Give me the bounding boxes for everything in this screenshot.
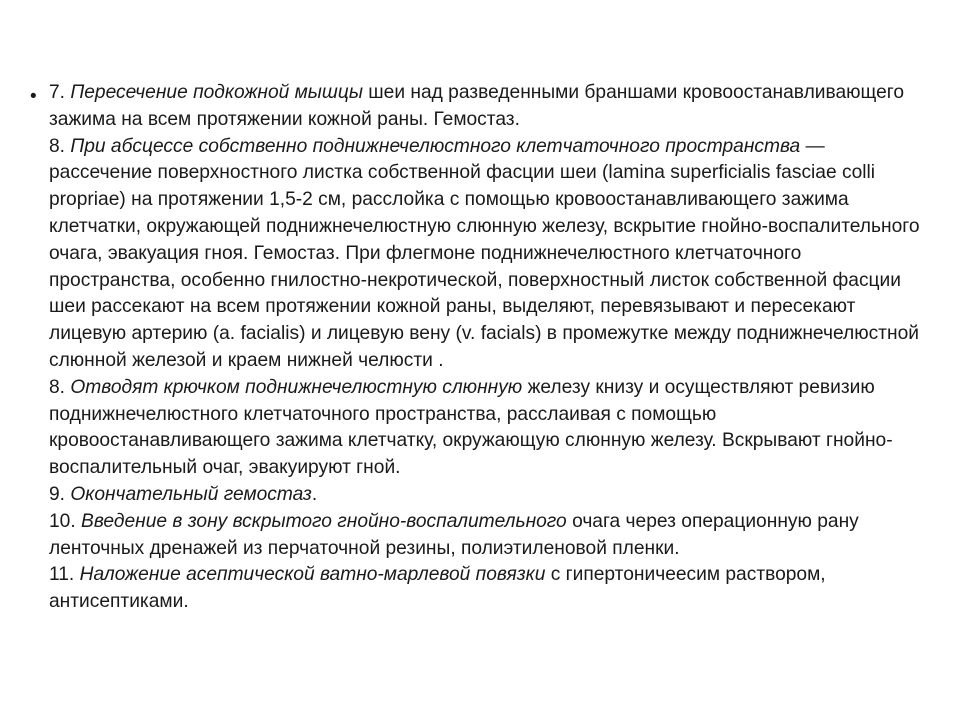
step-heading: Наложение асептической ватно-марлевой повязки — [79, 564, 546, 586]
slide-body-text — [49, 80, 929, 616]
step-9 — [49, 482, 929, 509]
step-number: 11. — [49, 564, 80, 586]
step-text: очага через операционную рану ленточных дренажей из перчаточной резины, полиэтиленовой пленки. — [49, 510, 859, 559]
step-text: с гипертоничеесим раствором, антисептиками. — [49, 564, 826, 613]
step-number: 10. — [49, 510, 82, 532]
step-number: 8. — [49, 135, 71, 157]
step-text: — рассечение поверхностного листка собственной фасции шеи (lamina superficialis fasciae colli propriae) на протяжении 1,5-2 см, расслойка с помощью кровоостанавливающего зажима клетчатки, окружающей поднижнечелюстную слюнную железу, вскрытие гнойно-воспалительного очага, эвакуация гноя. Гемостаз. При флегмоне поднижнечелюстного клетчаточного пространства, особенно гнилостно-некротической, поверхностный листок собственной фасции шеи рассекают на всем протяжении кожной раны, выделяют, перевязывают и пересекают лицевую артерию (a. facialis) и лицевую вену (v. facials) в промежутке между поднижнечелюстной слюнной железой и краем нижней челюсти . — [49, 135, 920, 371]
step-heading: При абсцессе собственно поднижнечелюстного клетчаточного пространства — [70, 135, 801, 157]
bullet-point: • — [30, 86, 37, 107]
step-7 — [49, 80, 929, 134]
step-10 — [49, 509, 929, 563]
step-heading: Отводят крючком поднижнечелюстную слюнную — [70, 376, 523, 398]
step-heading: Введение в зону вскрытого гнойно-воспалительного — [81, 510, 567, 532]
step-text: . — [311, 483, 318, 505]
step-8-revision — [49, 375, 929, 482]
step-heading: Пересечение подкожной мышцы — [70, 82, 363, 103]
step-8-abscess — [49, 134, 929, 375]
step-text: железу книзу и осуществляют ревизию поднижнечелюстного клетчаточного пространства, расслаивая с помощью кровоостанавливающего зажима клетчатку, окружающую слюнную железу. Вскрывают гнойно-воспалительный очаг, эвакуируют гной. — [49, 376, 893, 479]
step-number: 8. — [49, 376, 71, 398]
step-text: шеи над разведенными браншами кровоостанавливающего зажима на всем протяжении кожной раны. Гемостаз. — [49, 82, 905, 130]
step-number: 7. — [49, 82, 71, 103]
step-number: 9. — [49, 483, 71, 505]
step-11 — [49, 562, 929, 616]
step-heading: Окончательный гемостаз — [70, 483, 312, 505]
